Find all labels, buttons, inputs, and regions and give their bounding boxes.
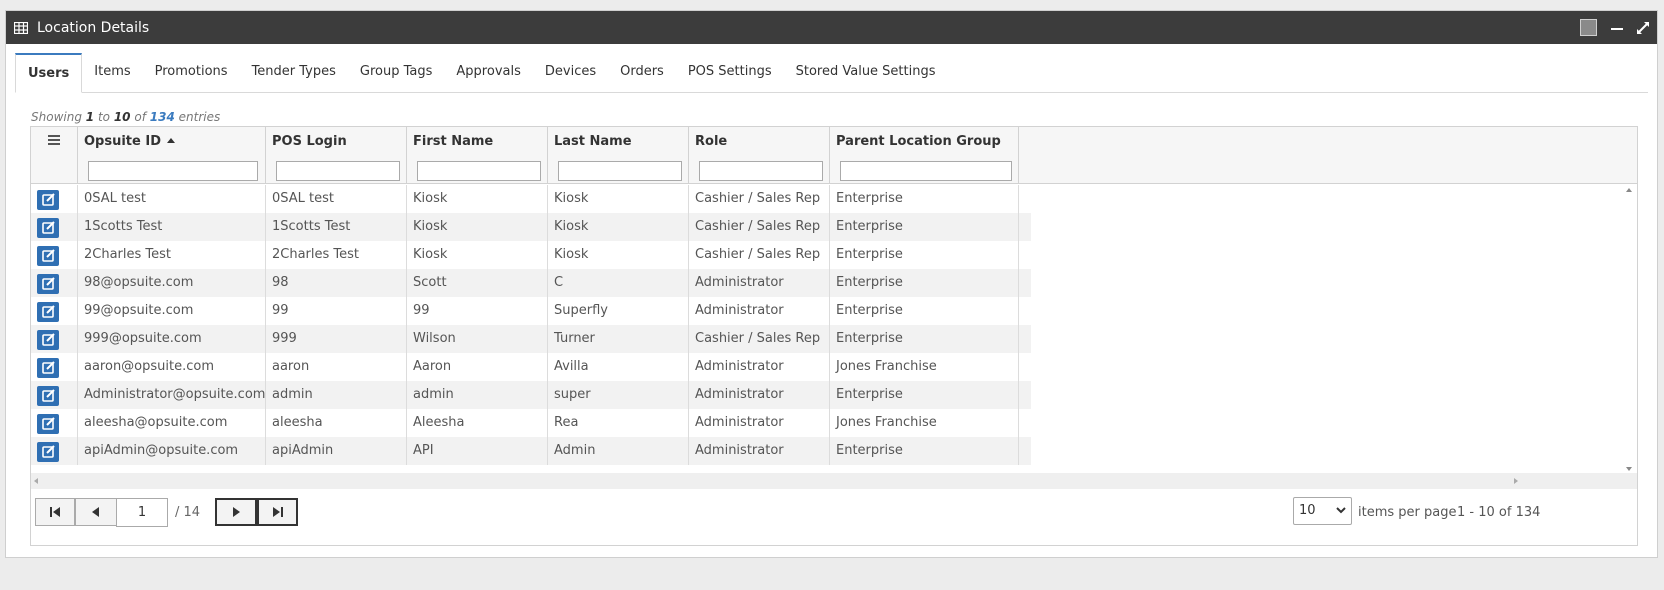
column-label-pos-login: POS Login xyxy=(272,134,347,149)
table-row[interactable] xyxy=(31,353,1031,381)
cell-pos-login: 0SAL test xyxy=(266,185,407,213)
edit-row-button[interactable] xyxy=(37,274,59,294)
column-label-first-name: First Name xyxy=(413,134,494,149)
edit-icon xyxy=(37,218,59,238)
cell-first-name: Aaron xyxy=(407,353,548,381)
column-header-role[interactable] xyxy=(689,127,830,184)
grid-header xyxy=(31,127,1637,184)
tab-group-tags[interactable]: Group Tags xyxy=(359,64,433,79)
cell-pos-login: 2Charles Test xyxy=(266,241,407,269)
edit-cell xyxy=(31,381,78,409)
edit-cell xyxy=(31,325,78,353)
cell-role: Administrator xyxy=(689,437,830,465)
cell-parent-location-group: Jones Franchise xyxy=(830,353,1019,381)
scroll-right-icon[interactable] xyxy=(1514,478,1518,484)
column-label-opsuite-id: Opsuite ID xyxy=(84,134,161,149)
cell-role: Cashier / Sales Rep xyxy=(689,185,830,213)
cell-parent-location-group: Enterprise xyxy=(830,325,1019,353)
filter-role[interactable] xyxy=(699,161,823,181)
cell-opsuite-id: 0SAL test xyxy=(78,185,266,213)
edit-row-button[interactable] xyxy=(37,414,59,434)
tab-promotions[interactable]: Promotions xyxy=(154,64,228,79)
table-row[interactable] xyxy=(31,325,1031,353)
table-row[interactable] xyxy=(31,213,1031,241)
window-titlebar xyxy=(6,11,1657,44)
edit-icon xyxy=(37,442,59,462)
cell-opsuite-id: aleesha@opsuite.com xyxy=(78,409,266,437)
next-page-button[interactable] xyxy=(215,498,257,526)
edit-cell xyxy=(31,213,78,241)
cell-parent-location-group: Enterprise xyxy=(830,241,1019,269)
cell-opsuite-id: 1Scotts Test xyxy=(78,213,266,241)
edit-row-button[interactable] xyxy=(37,218,59,238)
cell-role: Administrator xyxy=(689,409,830,437)
total-pages: / 14 xyxy=(175,505,201,520)
edit-row-button[interactable] xyxy=(37,246,59,266)
cell-last-name: Superfly xyxy=(548,297,689,325)
cell-opsuite-id: Administrator@opsuite.com xyxy=(78,381,266,409)
sort-ascending-icon xyxy=(167,138,175,143)
cell-first-name: Kiosk xyxy=(407,185,548,213)
tab-approvals[interactable]: Approvals xyxy=(456,64,521,79)
first-page-button[interactable] xyxy=(35,498,75,526)
table-row[interactable] xyxy=(31,437,1031,465)
pager-bar xyxy=(31,489,1637,545)
cell-opsuite-id: 2Charles Test xyxy=(78,241,266,269)
edit-row-button[interactable] xyxy=(37,442,59,462)
table-icon xyxy=(14,22,28,34)
column-header-parent-location-group[interactable] xyxy=(830,127,1019,184)
cell-role: Cashier / Sales Rep xyxy=(689,325,830,353)
tab-devices[interactable]: Devices xyxy=(544,64,597,79)
summary-from: 1 xyxy=(85,110,95,124)
edit-row-button[interactable] xyxy=(37,358,59,378)
edit-icon xyxy=(37,274,59,294)
cell-first-name: 99 xyxy=(407,297,548,325)
summary-to: 10 xyxy=(113,110,131,124)
cell-pos-login: 1Scotts Test xyxy=(266,213,407,241)
scroll-left-icon[interactable] xyxy=(34,478,38,484)
cell-opsuite-id: 999@opsuite.com xyxy=(78,325,266,353)
edit-cell xyxy=(31,437,78,465)
summary-prefix: Showing xyxy=(31,110,82,124)
cell-last-name: Kiosk xyxy=(548,185,689,213)
tab-users[interactable]: Users xyxy=(15,53,82,93)
first-page-icon xyxy=(49,506,61,518)
horizontal-scrollbar[interactable] xyxy=(31,473,1637,489)
cell-parent-location-group: Enterprise xyxy=(830,437,1019,465)
cell-parent-location-group: Enterprise xyxy=(830,269,1019,297)
items-per-page-value: 10 xyxy=(1299,503,1316,518)
edit-cell xyxy=(31,409,78,437)
filter-last-name[interactable] xyxy=(558,161,682,181)
cell-opsuite-id: 99@opsuite.com xyxy=(78,297,266,325)
cell-first-name: admin xyxy=(407,381,548,409)
column-menu-button[interactable] xyxy=(31,127,78,184)
tab-items[interactable]: Items xyxy=(94,64,131,79)
cell-pos-login: apiAdmin xyxy=(266,437,407,465)
cell-opsuite-id: apiAdmin@opsuite.com xyxy=(78,437,266,465)
cell-last-name: Turner xyxy=(548,325,689,353)
tab-bar xyxy=(15,53,1648,93)
tab-orders[interactable]: Orders xyxy=(620,64,664,79)
table-row[interactable] xyxy=(31,269,1031,297)
grid-body xyxy=(31,185,1637,467)
cell-first-name: API xyxy=(407,437,548,465)
cell-role: Administrator xyxy=(689,353,830,381)
cell-last-name: Rea xyxy=(548,409,689,437)
edit-icon xyxy=(37,358,59,378)
column-label-parent-location-group: Parent Location Group xyxy=(836,134,1001,149)
cell-opsuite-id: aaron@opsuite.com xyxy=(78,353,266,381)
cell-role: Cashier / Sales Rep xyxy=(689,241,830,269)
scroll-down-icon[interactable] xyxy=(1626,467,1632,471)
vertical-scrollbar[interactable] xyxy=(1621,185,1637,473)
previous-page-button[interactable] xyxy=(75,498,117,526)
column-label-last-name: Last Name xyxy=(554,134,632,149)
summary-total: 134 xyxy=(149,110,175,124)
items-per-page-label: items per page xyxy=(1358,505,1457,520)
column-header-opsuite-id[interactable] xyxy=(78,127,266,184)
edit-icon xyxy=(37,246,59,266)
edit-cell xyxy=(31,269,78,297)
cell-parent-location-group: Enterprise xyxy=(830,185,1019,213)
filter-opsuite-id[interactable] xyxy=(88,161,258,181)
edit-icon xyxy=(37,414,59,434)
table-row[interactable] xyxy=(31,185,1031,213)
items-per-page-select[interactable] xyxy=(1293,497,1352,525)
edit-cell xyxy=(31,185,78,213)
expand-icon[interactable] xyxy=(1637,22,1649,34)
table-row[interactable] xyxy=(31,381,1031,409)
table-row[interactable] xyxy=(31,297,1031,325)
cell-pos-login: 99 xyxy=(266,297,407,325)
filter-parent-location-group[interactable] xyxy=(840,161,1012,181)
cell-parent-location-group: Enterprise xyxy=(830,381,1019,409)
minimize-icon[interactable] xyxy=(1611,28,1623,30)
window-title: Location Details xyxy=(37,19,150,36)
chevron-down-icon xyxy=(1336,505,1346,515)
cell-last-name: Avilla xyxy=(548,353,689,381)
cell-pos-login: 98 xyxy=(266,269,407,297)
cell-first-name: Aleesha xyxy=(407,409,548,437)
edit-icon xyxy=(37,386,59,406)
cell-parent-location-group: Enterprise xyxy=(830,213,1019,241)
cell-opsuite-id: 98@opsuite.com xyxy=(78,269,266,297)
scroll-up-icon[interactable] xyxy=(1626,188,1632,192)
cell-role: Administrator xyxy=(689,297,830,325)
tab-pos-settings[interactable]: POS Settings xyxy=(687,64,772,79)
cell-parent-location-group: Enterprise xyxy=(830,297,1019,325)
edit-row-button[interactable] xyxy=(37,386,59,406)
tab-stored-value-settings[interactable]: Stored Value Settings xyxy=(795,64,936,79)
cell-last-name: super xyxy=(548,381,689,409)
cell-first-name: Kiosk xyxy=(407,213,548,241)
last-page-button[interactable] xyxy=(257,498,298,526)
cell-last-name: Admin xyxy=(548,437,689,465)
filter-first-name[interactable] xyxy=(417,161,541,181)
edit-cell xyxy=(31,241,78,269)
column-menu-icon xyxy=(48,135,60,147)
current-page-input[interactable]: 1 xyxy=(116,498,168,527)
summary-suffix: entries xyxy=(178,110,221,124)
edit-cell xyxy=(31,353,78,381)
tab-tender-types[interactable]: Tender Types xyxy=(251,64,336,79)
cell-role: Administrator xyxy=(689,381,830,409)
next-page-icon xyxy=(231,506,241,518)
column-header-first-name[interactable] xyxy=(407,127,548,184)
last-page-icon xyxy=(272,506,284,518)
cell-pos-login: 999 xyxy=(266,325,407,353)
cell-first-name: Wilson xyxy=(407,325,548,353)
edit-row-button[interactable] xyxy=(37,190,59,210)
summary-to-word: to xyxy=(97,110,110,124)
edit-icon xyxy=(37,190,59,210)
table-row[interactable] xyxy=(31,241,1031,269)
cell-pos-login: aleesha xyxy=(266,409,407,437)
page-range-label: 1 - 10 of 134 xyxy=(1457,505,1541,520)
edit-icon xyxy=(37,302,59,322)
users-grid xyxy=(30,126,1638,546)
entries-summary xyxy=(31,110,220,124)
cell-pos-login: admin xyxy=(266,381,407,409)
column-header-last-name[interactable] xyxy=(548,127,689,184)
cell-role: Cashier / Sales Rep xyxy=(689,213,830,241)
edit-cell xyxy=(31,297,78,325)
filter-pos-login[interactable] xyxy=(276,161,400,181)
cell-last-name: Kiosk xyxy=(548,241,689,269)
edit-row-button[interactable] xyxy=(37,302,59,322)
summary-of-word: of xyxy=(134,110,146,124)
cell-role: Administrator xyxy=(689,269,830,297)
table-row[interactable] xyxy=(31,409,1031,437)
edit-row-button[interactable] xyxy=(37,330,59,350)
cell-last-name: Kiosk xyxy=(548,213,689,241)
location-details-panel xyxy=(5,10,1658,558)
maximize-square-icon[interactable] xyxy=(1580,19,1597,36)
cell-parent-location-group: Jones Franchise xyxy=(830,409,1019,437)
cell-last-name: C xyxy=(548,269,689,297)
column-label-role: Role xyxy=(695,134,728,149)
edit-icon xyxy=(37,330,59,350)
previous-page-icon xyxy=(91,506,101,518)
cell-first-name: Kiosk xyxy=(407,241,548,269)
cell-first-name: Scott xyxy=(407,269,548,297)
column-header-pos-login[interactable] xyxy=(266,127,407,184)
cell-pos-login: aaron xyxy=(266,353,407,381)
